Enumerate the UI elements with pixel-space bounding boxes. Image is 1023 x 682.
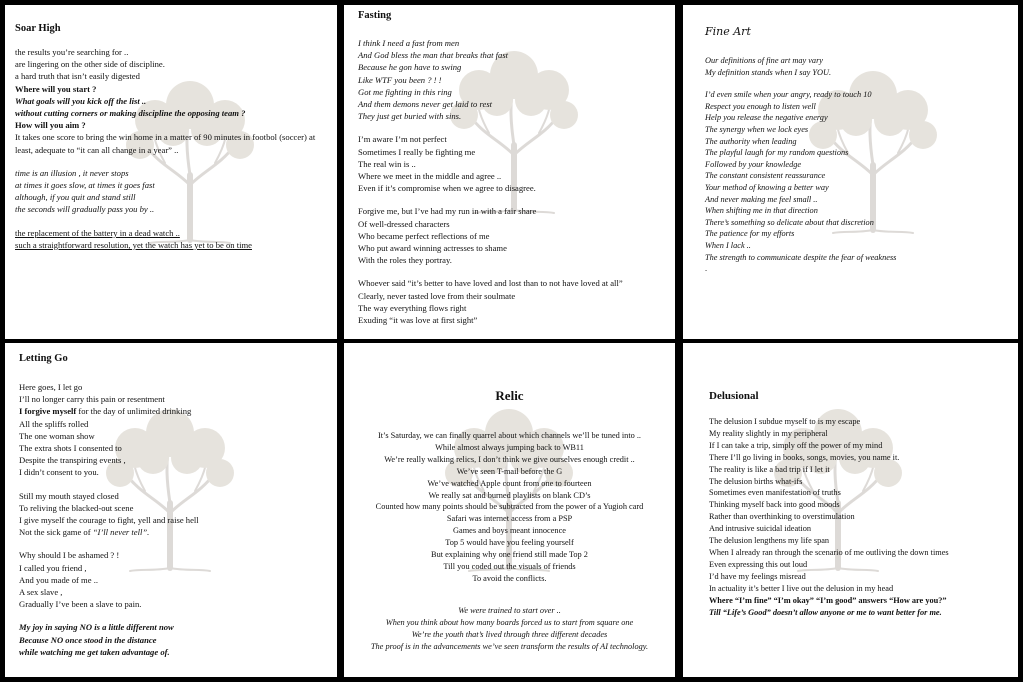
stanza-break bbox=[19, 610, 325, 621]
poem-line: Who put award winning actresses to shame bbox=[358, 243, 507, 254]
poem-line: The delusion I subdue myself to is my escape bbox=[709, 417, 861, 426]
poem-line: Got me fighting in this ring bbox=[358, 86, 452, 97]
poem-line: They just get buried with sins. bbox=[358, 111, 462, 122]
poem-line: Sometimes I really be fighting me bbox=[358, 146, 476, 157]
poem-line: Not the sick game of “I’ll never tell”. bbox=[19, 527, 150, 538]
poem-line: I’m aware I’m not perfect bbox=[358, 134, 447, 145]
poem-line: are lingering on the other side of discipline. bbox=[15, 59, 165, 70]
poem-line: . bbox=[705, 264, 708, 274]
poem-line: Your method of knowing a better way bbox=[705, 182, 829, 192]
poem-line: It’s Saturday, we can finally quarrel about which channels we’ll be tuned into .. bbox=[377, 431, 642, 440]
poem-line: The authority when leading bbox=[705, 136, 797, 146]
poem-line: And you made of me .. bbox=[19, 574, 98, 585]
poem-line: while watching me get taken advantage of. bbox=[19, 646, 170, 657]
poem-line: The extra shots I consented to bbox=[19, 443, 122, 454]
poem-line: Top 5 would have you feeling yourself bbox=[445, 538, 574, 548]
poem-line: Whoever said “it’s better to have loved and lost than to not have loved at all” bbox=[358, 278, 623, 289]
poem-line: To avoid the conflicts. bbox=[472, 573, 547, 583]
poem-line: When I already ran through the scenario of me outliving the down times bbox=[709, 547, 949, 557]
poem-line: Till “Life’s Good” doesn’t allow anyone or me to want better for me. bbox=[709, 607, 942, 617]
poem-title: Letting Go bbox=[19, 353, 68, 364]
poem-title: Soar High bbox=[15, 23, 61, 34]
poem-line: The way everything flows right bbox=[358, 302, 467, 313]
poem-panel-fasting bbox=[344, 5, 675, 339]
poem-line: Counted how many points should be subtracted from the power of a Yugioh card bbox=[375, 502, 644, 512]
poem-line: A sex slave , bbox=[19, 587, 63, 598]
poem-line: Even expressing this out loud bbox=[709, 559, 808, 569]
poem-line: I called you friend , bbox=[19, 562, 87, 573]
poem-line: without cutting corners or making discipline the opposing team ? bbox=[15, 108, 246, 119]
poem-line: We were trained to start over .. bbox=[458, 605, 561, 615]
poem-line: I forgive myself for the day of unlimited drinking bbox=[19, 406, 192, 417]
poem-line: We’ve seen T-mail before the G bbox=[456, 466, 563, 476]
poem-line: Help you release the negative energy bbox=[705, 113, 828, 123]
poem-line: When shifting me in that direction bbox=[705, 206, 818, 216]
poem-line: And them demons never get laid to rest bbox=[358, 99, 493, 110]
poem-line: although, if you quit and stand still bbox=[15, 192, 136, 203]
poem-line: Games and boys meant innocence bbox=[453, 526, 566, 536]
poem-line: time is an illusion , it never stops bbox=[15, 167, 129, 178]
poem-line: The one woman show bbox=[19, 430, 95, 441]
poem-line: The proof is in the advancements we’ve seen transform the results of AI technology. bbox=[370, 641, 649, 651]
poem-line: I’d even smile when your angry, ready to touch 10 bbox=[705, 90, 872, 100]
poem-title: Fasting bbox=[358, 10, 392, 21]
poem-line: When I lack .. bbox=[705, 240, 751, 250]
poem-line: Despite the transpiring events , bbox=[19, 455, 126, 466]
poem-line: I give myself the courage to fight, yell and raise hell bbox=[19, 515, 199, 526]
poem-line: We’ve watched Apple count from one to fourteen bbox=[427, 478, 592, 488]
poem-line: The delusion births what-ifs bbox=[709, 476, 803, 486]
poem-line: The constant consistent reassurance bbox=[705, 171, 826, 181]
poem-line: If I can take a trip, simply off the power of my mind bbox=[709, 440, 883, 450]
poem-line: The delusion lengthens my life span bbox=[709, 536, 830, 546]
poem-line: There’s something so delicate about that discretion bbox=[705, 217, 874, 227]
poem-line: My joy in saying NO is a little different now bbox=[19, 622, 174, 633]
poem-line: Forgive me, but I’ve had my run in with a fair share bbox=[358, 206, 537, 217]
poem-line: And God bless the man that breaks that fast bbox=[358, 50, 509, 61]
poem-line: I didn’t consent to you. bbox=[19, 467, 99, 478]
poem-line: How will you aim ? bbox=[15, 120, 86, 131]
poem-line: There I’ll go living in books, songs, movies, you name it. bbox=[709, 452, 900, 462]
poem-line: Because he gon have to swing bbox=[358, 62, 462, 73]
poem-line: Like WTF you been ? ! ! bbox=[358, 74, 442, 85]
poem-line: Still my mouth stayed closed bbox=[19, 490, 119, 501]
poem-line: Because NO once stood in the distance bbox=[19, 634, 157, 645]
poem-line: We’re really walking relics, I don’t think we give ourselves enough credit .. bbox=[384, 454, 635, 464]
poem-line: While almost always jumping back to WB11 bbox=[435, 442, 584, 452]
poem-line: The playful laugh for my random questions bbox=[705, 148, 849, 158]
poem-line: To reliving the blacked-out scene bbox=[19, 502, 134, 513]
poem-panel-fine-art bbox=[683, 5, 1018, 339]
poem-line: Exuding “it was love at first sight” bbox=[358, 315, 478, 326]
poem-line: My reality slightly in my peripheral bbox=[709, 428, 828, 438]
poem-panel-soar-high bbox=[5, 5, 337, 339]
poem-line: The patience for my efforts bbox=[705, 229, 795, 239]
stanza-break bbox=[358, 266, 661, 277]
poem-title: Relic bbox=[495, 388, 524, 403]
poem-line: the seconds will gradually pass you by .. bbox=[15, 204, 155, 215]
poem-title: Delusional bbox=[709, 390, 759, 402]
poem-line: Who became perfect reflections of me bbox=[358, 230, 490, 241]
poem-line: at times it goes slow, at times it goes fast bbox=[15, 180, 155, 191]
poem-line: We’re the youth that’s lived through three different decades bbox=[411, 629, 608, 639]
poem-line: Where will you start ? bbox=[15, 83, 97, 94]
poem-line: Of well-dressed characters bbox=[358, 218, 450, 229]
poem-line: Where we meet in the middle and agree .. bbox=[358, 171, 502, 182]
poem-line: Why should I be ashamed ? ! bbox=[19, 550, 120, 561]
poem-line: But explaining why one friend still made Top 2 bbox=[431, 550, 588, 560]
poem-line: We really sat and burned playlists on blank CD’s bbox=[428, 490, 591, 500]
poem-line: The real win is .. bbox=[358, 158, 416, 169]
poem-line: Till you coded out the visuals of friends bbox=[443, 561, 576, 571]
poem-line: And never making me feel small .. bbox=[705, 194, 818, 204]
poem-line: The reality is like a bad trip if I let it bbox=[709, 464, 830, 474]
poem-title: Fine Art bbox=[705, 25, 751, 38]
poem-line: Our definitions of fine art may vary bbox=[705, 56, 823, 65]
poem-line: Sometimes even manifestation of truths bbox=[709, 488, 841, 498]
stanza-break bbox=[352, 585, 667, 605]
poem-line: My definition stands when I say YOU. bbox=[705, 67, 832, 77]
poem-panel-relic bbox=[344, 343, 675, 677]
poem-line: Rather than overthinking to overstimulation bbox=[709, 512, 855, 522]
poem-line: What goals will you kick off the list .. bbox=[15, 95, 147, 106]
poem-line: In actuality it’s better I live out the delusion in my head bbox=[709, 583, 894, 593]
poem-line: With the roles they portray. bbox=[358, 255, 452, 266]
poem-line: I’ll no longer carry this pain or resentment bbox=[19, 394, 165, 405]
poem-line: Here goes, I let go bbox=[19, 382, 83, 392]
poem-line: Even if it’s compromise when we agree to disagree. bbox=[358, 183, 536, 194]
poem-panel-letting-go bbox=[5, 343, 337, 677]
poem-line: It takes one score to bring the win home in a matter of 90 minutes in footbol (soccer) at least, adequate to “it can all change in a year” .. bbox=[15, 132, 316, 155]
poem-line: And intrusive suicidal ideation bbox=[709, 524, 812, 534]
poem-panel-delusional bbox=[683, 343, 1018, 677]
poem-line: Where “I’m fine” “I’m okay” “I’m good” answers “How are you?” bbox=[709, 595, 947, 605]
poem-line: Gradually I’ve been a slave to pain. bbox=[19, 599, 142, 610]
poem-line: I think I need a fast from men bbox=[358, 38, 460, 48]
poem-line: I’d have my feelings misread bbox=[709, 571, 806, 581]
poem-line: Respect you enough to listen well bbox=[705, 101, 816, 111]
poem-line: Clearly, never tasted love from their soulmate bbox=[358, 290, 516, 301]
poem-line: The strength to communicate despite the fear of weakness bbox=[705, 252, 897, 262]
poem-line: Safari was internet access from a PSP bbox=[446, 514, 573, 524]
poem-line: the replacement of the battery in a dead watch .. bbox=[15, 227, 180, 238]
poem-line: a hard truth that isn’t easily digested bbox=[15, 71, 140, 82]
poem-line: such a straightforward resolution, yet the watch has yet to be on time bbox=[15, 239, 252, 250]
poem-line: Followed by your knowledge bbox=[705, 159, 802, 169]
poem-line: The synergy when we lock eyes bbox=[705, 124, 809, 134]
poem-line: Thinking myself back into good moods bbox=[709, 500, 840, 510]
poem-line: All the spliffs rolled bbox=[19, 418, 89, 429]
poem-line: the results you’re searching for .. bbox=[15, 47, 129, 57]
poem-line: When you think about how many boards forced us to start from square one bbox=[385, 617, 634, 627]
